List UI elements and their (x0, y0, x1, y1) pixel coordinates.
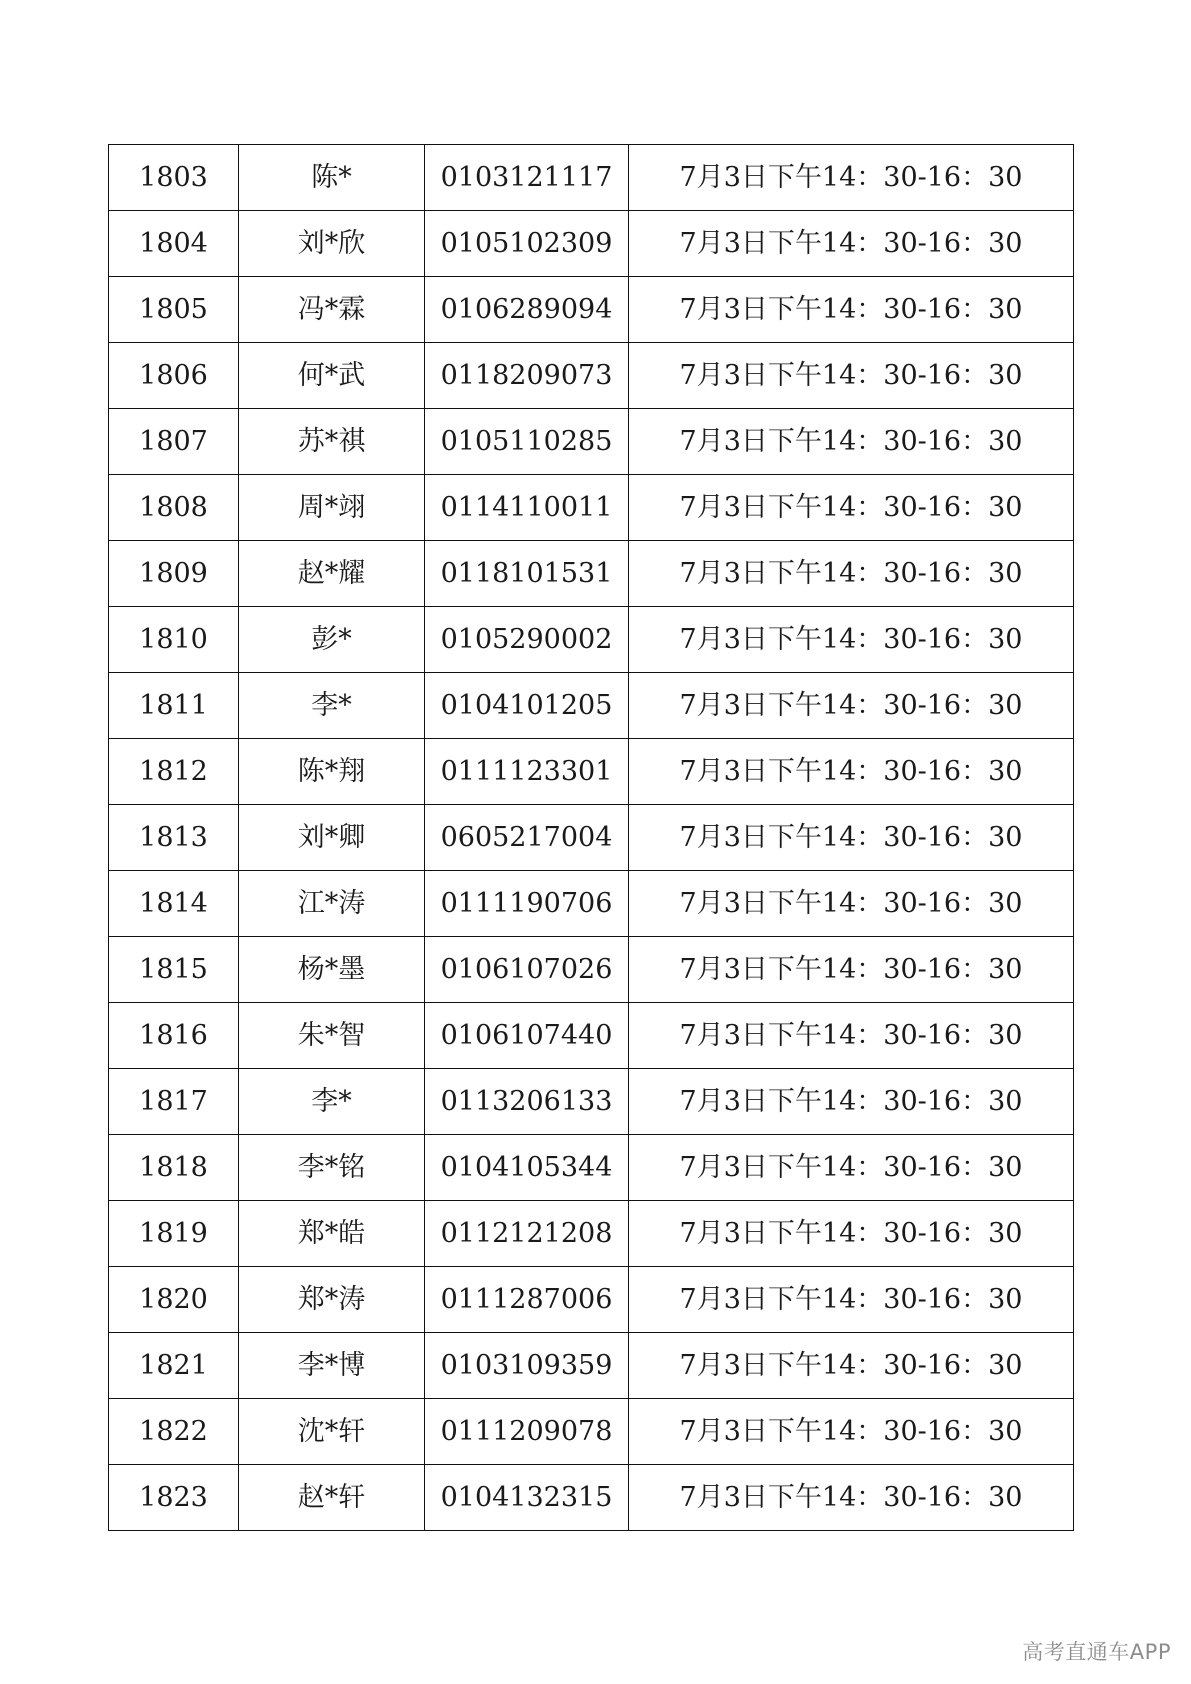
table-row (109, 541, 1074, 607)
cell-name: 李*铭 (239, 1135, 425, 1201)
cell-time: 7月3日下午14：30-16：30 (629, 1003, 1074, 1069)
cell-seq: 1817 (109, 1069, 239, 1135)
cell-seq: 1805 (109, 277, 239, 343)
table-row (109, 937, 1074, 1003)
cell-id: 0118209073 (425, 343, 629, 409)
table-row (109, 277, 1074, 343)
cell-id: 0118101531 (425, 541, 629, 607)
cell-time: 7月3日下午14：30-16：30 (629, 277, 1074, 343)
cell-seq: 1809 (109, 541, 239, 607)
cell-name: 何*武 (239, 343, 425, 409)
cell-name: 周*翊 (239, 475, 425, 541)
cell-id: 0104101205 (425, 673, 629, 739)
cell-seq: 1816 (109, 1003, 239, 1069)
cell-id: 0104132315 (425, 1465, 629, 1531)
table-row (109, 145, 1074, 211)
table-row (109, 1069, 1074, 1135)
cell-seq: 1820 (109, 1267, 239, 1333)
table-row (109, 1003, 1074, 1069)
table-row (109, 1399, 1074, 1465)
cell-id: 0106289094 (425, 277, 629, 343)
cell-name: 李* (239, 673, 425, 739)
cell-seq: 1823 (109, 1465, 239, 1531)
cell-seq: 1812 (109, 739, 239, 805)
cell-time: 7月3日下午14：30-16：30 (629, 739, 1074, 805)
cell-name: 刘*欣 (239, 211, 425, 277)
cell-seq: 1821 (109, 1333, 239, 1399)
cell-name: 郑*皓 (239, 1201, 425, 1267)
cell-seq: 1815 (109, 937, 239, 1003)
cell-name: 李* (239, 1069, 425, 1135)
cell-id: 0113206133 (425, 1069, 629, 1135)
cell-time: 7月3日下午14：30-16：30 (629, 1069, 1074, 1135)
cell-time: 7月3日下午14：30-16：30 (629, 937, 1074, 1003)
cell-name: 郑*涛 (239, 1267, 425, 1333)
table-row (109, 1465, 1074, 1531)
cell-time: 7月3日下午14：30-16：30 (629, 475, 1074, 541)
cell-time: 7月3日下午14：30-16：30 (629, 805, 1074, 871)
cell-seq: 1814 (109, 871, 239, 937)
table-row (109, 343, 1074, 409)
cell-id: 0111209078 (425, 1399, 629, 1465)
cell-time: 7月3日下午14：30-16：30 (629, 1465, 1074, 1531)
cell-seq: 1807 (109, 409, 239, 475)
cell-time: 7月3日下午14：30-16：30 (629, 871, 1074, 937)
cell-seq: 1819 (109, 1201, 239, 1267)
cell-seq: 1822 (109, 1399, 239, 1465)
cell-id: 0104105344 (425, 1135, 629, 1201)
cell-name: 杨*墨 (239, 937, 425, 1003)
table-row (109, 871, 1074, 937)
cell-time: 7月3日下午14：30-16：30 (629, 541, 1074, 607)
table-row (109, 1201, 1074, 1267)
cell-id: 0105110285 (425, 409, 629, 475)
cell-seq: 1810 (109, 607, 239, 673)
table-row (109, 1267, 1074, 1333)
cell-seq: 1813 (109, 805, 239, 871)
table-row (109, 409, 1074, 475)
cell-id: 0106107440 (425, 1003, 629, 1069)
cell-name: 江*涛 (239, 871, 425, 937)
cell-id: 0114110011 (425, 475, 629, 541)
cell-id: 0103109359 (425, 1333, 629, 1399)
table-row (109, 1333, 1074, 1399)
cell-time: 7月3日下午14：30-16：30 (629, 145, 1074, 211)
cell-time: 7月3日下午14：30-16：30 (629, 343, 1074, 409)
cell-name: 沈*轩 (239, 1399, 425, 1465)
cell-id: 0112121208 (425, 1201, 629, 1267)
cell-time: 7月3日下午14：30-16：30 (629, 211, 1074, 277)
cell-id: 0105290002 (425, 607, 629, 673)
table-row (109, 1135, 1074, 1201)
watermark-text: 高考直通车APP (1022, 1640, 1171, 1664)
cell-name: 赵*耀 (239, 541, 425, 607)
cell-time: 7月3日下午14：30-16：30 (629, 1201, 1074, 1267)
cell-seq: 1818 (109, 1135, 239, 1201)
cell-name: 苏*祺 (239, 409, 425, 475)
cell-seq: 1804 (109, 211, 239, 277)
cell-name: 冯*霖 (239, 277, 425, 343)
table-row (109, 739, 1074, 805)
table-row (109, 475, 1074, 541)
cell-time: 7月3日下午14：30-16：30 (629, 1399, 1074, 1465)
table-row (109, 805, 1074, 871)
cell-id: 0105102309 (425, 211, 629, 277)
table-row (109, 673, 1074, 739)
cell-name: 刘*卿 (239, 805, 425, 871)
cell-time: 7月3日下午14：30-16：30 (629, 409, 1074, 475)
cell-id: 0111123301 (425, 739, 629, 805)
cell-seq: 1808 (109, 475, 239, 541)
cell-id: 0111190706 (425, 871, 629, 937)
table-row (109, 607, 1074, 673)
table-row (109, 211, 1074, 277)
cell-time: 7月3日下午14：30-16：30 (629, 607, 1074, 673)
cell-time: 7月3日下午14：30-16：30 (629, 1267, 1074, 1333)
cell-time: 7月3日下午14：30-16：30 (629, 1135, 1074, 1201)
table-body (109, 145, 1074, 1531)
cell-name: 陈*翔 (239, 739, 425, 805)
cell-id: 0103121117 (425, 145, 629, 211)
cell-name: 彭* (239, 607, 425, 673)
cell-name: 李*博 (239, 1333, 425, 1399)
cell-time: 7月3日下午14：30-16：30 (629, 1333, 1074, 1399)
cell-id: 0106107026 (425, 937, 629, 1003)
cell-name: 朱*智 (239, 1003, 425, 1069)
cell-time: 7月3日下午14：30-16：30 (629, 673, 1074, 739)
cell-seq: 1811 (109, 673, 239, 739)
cell-name: 陈* (239, 145, 425, 211)
schedule-table (108, 144, 1074, 1531)
cell-id: 0605217004 (425, 805, 629, 871)
cell-name: 赵*轩 (239, 1465, 425, 1531)
cell-id: 0111287006 (425, 1267, 629, 1333)
cell-seq: 1806 (109, 343, 239, 409)
cell-seq: 1803 (109, 145, 239, 211)
